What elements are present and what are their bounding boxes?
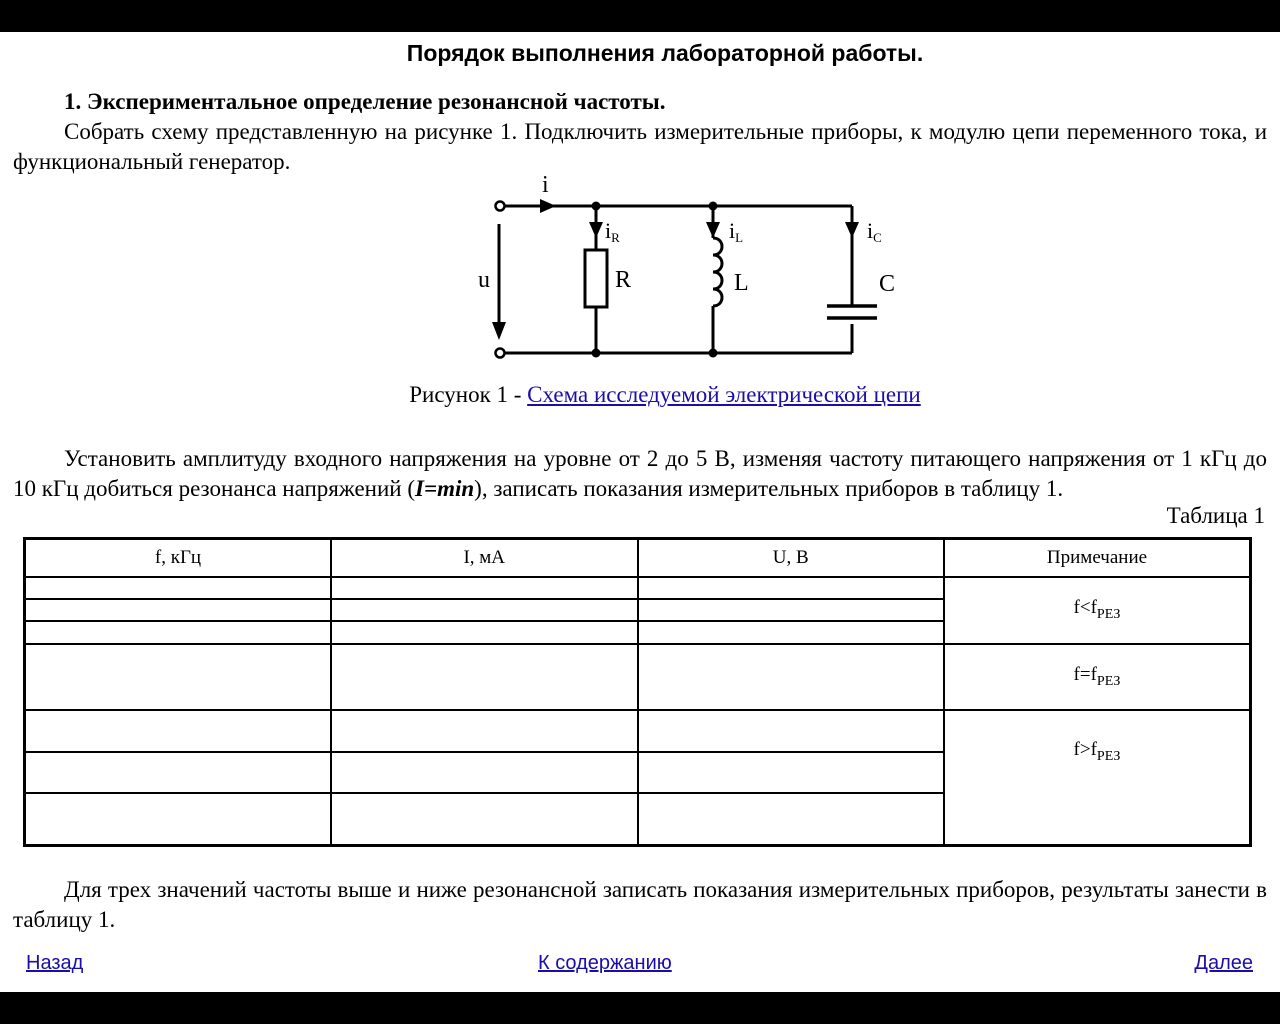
paragraph-assemble: Собрать схему представленную на рисунке 1. Подключить измерительные приборы, к модулю цепи переменного тока, и функциональный генератор. (13, 119, 1267, 174)
table-cell[interactable] (331, 577, 638, 599)
table-cell[interactable] (638, 793, 945, 845)
paragraph-instructions-after: ), записать показания измерительных приборов в таблицу 1. (474, 476, 1064, 501)
back-link[interactable]: Назад (26, 952, 84, 974)
table-row (25, 710, 1251, 752)
circuit-diagram (470, 172, 910, 367)
table-row (25, 644, 1251, 711)
table-cell[interactable] (331, 793, 638, 845)
next-link[interactable]: Далее (1194, 952, 1253, 974)
table-cell[interactable] (331, 710, 638, 752)
table-cell[interactable] (25, 621, 332, 643)
table-cell[interactable] (638, 599, 945, 621)
figure-caption (0, 382, 1280, 408)
note-at-resonance: $f=f_{РЕЗ}$ (944, 644, 1251, 711)
terminal-bottom (496, 349, 505, 358)
table-label: Таблица 1 (1166, 503, 1265, 528)
label-R: R (615, 267, 632, 293)
table-cell[interactable] (331, 599, 638, 621)
terminal-top (496, 202, 505, 211)
table-cell[interactable] (331, 752, 638, 794)
resistor (585, 250, 607, 307)
inductor (713, 238, 722, 306)
table-cell[interactable] (638, 644, 945, 711)
table-row (25, 577, 1251, 599)
caption-link[interactable]: Схема исследуемой электрической цепи (527, 382, 921, 407)
table-cell[interactable] (638, 752, 945, 794)
resonance-condition: I=min (415, 476, 475, 501)
table-header-row (25, 539, 1251, 578)
label-iC: iC (867, 218, 882, 245)
section-heading: 1. Экспериментальное определение резонансной частоты. (64, 89, 666, 114)
table-cell[interactable] (331, 621, 638, 643)
current-arrow-iL (706, 222, 720, 238)
label-u: u (478, 267, 490, 293)
current-arrow-iC (845, 222, 859, 238)
label-C: C (879, 271, 896, 297)
current-arrow-iR (589, 222, 603, 238)
measurement-table (23, 537, 1252, 847)
header-current: I, мА (331, 539, 638, 578)
table-cell[interactable] (638, 577, 945, 599)
table-cell[interactable] (25, 710, 332, 752)
caption-prefix: Рисунок 1 - (409, 382, 528, 407)
table-cell[interactable] (331, 644, 638, 711)
table-cell[interactable] (25, 644, 332, 711)
label-i: i (542, 172, 549, 198)
table-cell[interactable] (25, 793, 332, 845)
paragraph-instructions-before: Установить амплитуду входного напряжения на уровне от 2 до 5 В, изменяя частоту питающего напряжения от 1 кГц до 10 кГц добиться резонанса напряжений ( (13, 446, 1267, 501)
label-iL: iL (729, 218, 744, 245)
note-below-resonance: $f<f_{РЕЗ}$ (944, 577, 1251, 644)
header-frequency: f, кГц (25, 539, 332, 578)
voltage-arrow-u (492, 322, 506, 340)
table-cell[interactable] (638, 710, 945, 752)
label-iR: iR (605, 218, 620, 245)
table-cell[interactable] (25, 577, 332, 599)
note-above-resonance: $f>f_{РЕЗ}$ (944, 710, 1251, 845)
contents-link[interactable]: К содержанию (538, 952, 672, 974)
table-cell[interactable] (25, 752, 332, 794)
table-cell[interactable] (25, 599, 332, 621)
paragraph-instructions (13, 444, 1267, 504)
header-voltage: U, В (638, 539, 945, 578)
page (0, 32, 1280, 992)
header-note: Примечание (944, 539, 1251, 578)
current-arrow-i (540, 199, 556, 213)
table-cell[interactable] (638, 621, 945, 643)
paragraph-conclusion: Для трех значений частоты выше и ниже резонансной записать показания измерительных приборов, результаты занести в таблицу 1. (13, 877, 1267, 932)
page-title: Порядок выполнения лабораторной работы. (406, 40, 924, 66)
label-L: L (734, 270, 749, 296)
